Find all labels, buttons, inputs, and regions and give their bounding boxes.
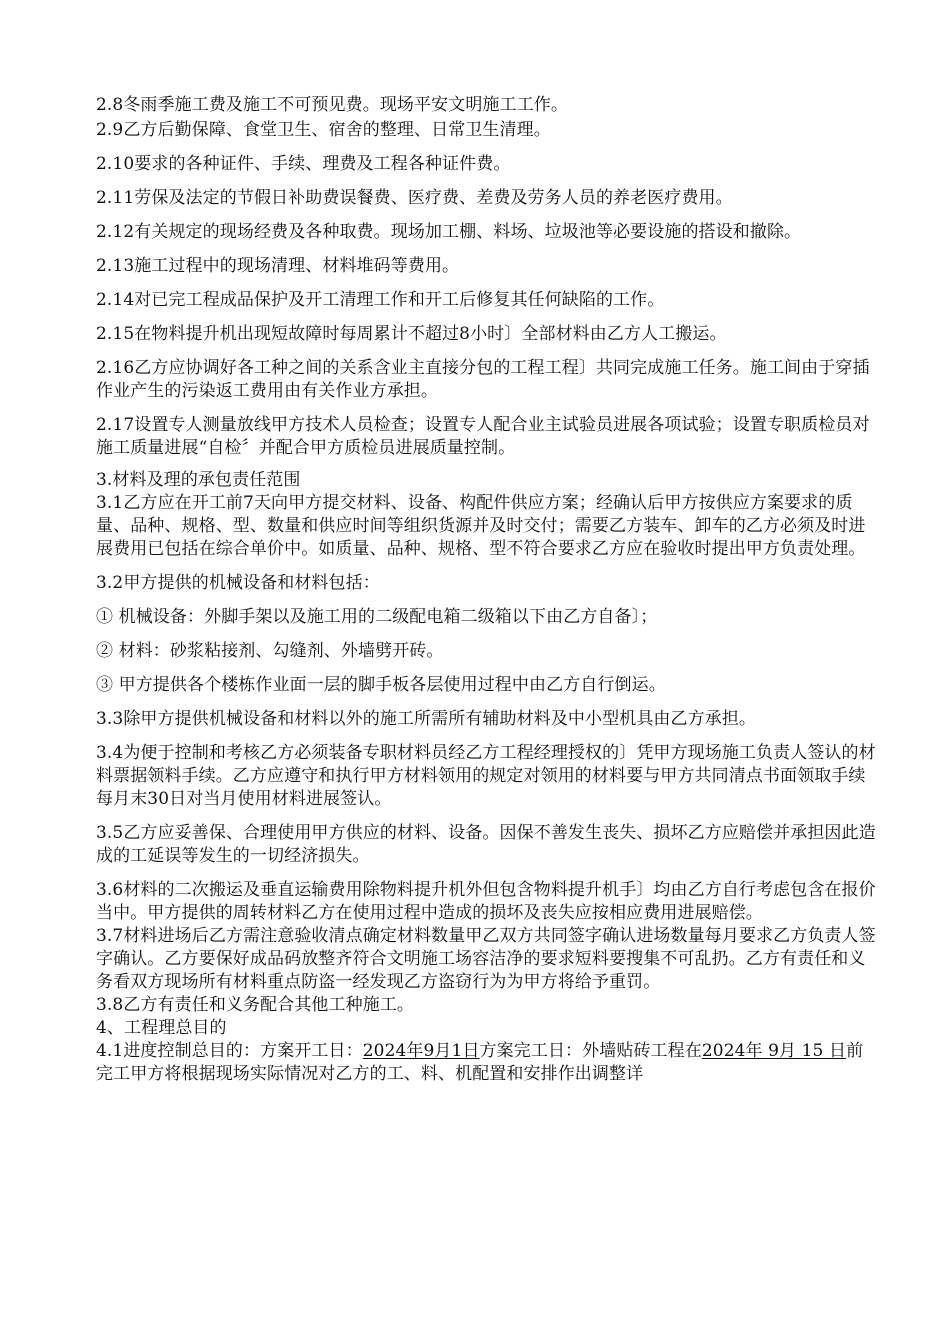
document-page — [96, 94, 876, 1086]
clause-4-1-prefix: 4.1进度控制总目的：方案开工日： — [96, 1041, 363, 1061]
clause-3-1: 3.1乙方应在开工前7天向甲方提交材料、设备、构配件供应方案；经确认后甲方按供应方案要求的质量、品种、规格、型、数量和供应时间等组织货源并及时交付；需要乙方装车、卸车的乙方必须及时进展费用已包括在综合单价中。如质量、品种、规格、型不符合要求乙方应在验收时提出甲方负责处理。 — [96, 493, 866, 559]
clause-3-8: 3.8乙方有责任和义务配合其他工种施工。 — [96, 995, 415, 1015]
clause-3-5: 3.5乙方应妥善保、合理使用甲方供应的材料、设备。因保不善发生丧失、损坏乙方应赔偿并承担因此造成的工延误等发生的一切经济损失。 — [96, 823, 876, 866]
clause-2-9: 2.9乙方后勤保障、食堂卫生、宿舍的整理、日常卫生清理。 — [96, 120, 551, 140]
clause-3-2-item-1: ① 机械设备：外脚手架以及施工用的二级配电箱二级箱以下由乙方自备〕； — [96, 607, 658, 627]
clause-3-3: 3.3除甲方提供机械设备和材料以外的施工所需所有辅助材料及中小型机具由乙方承担。 — [96, 709, 757, 729]
start-date: 2024年9月1日 — [362, 1041, 480, 1061]
clause-3-2: 3.2甲方提供的机械设备和材料包括： — [96, 573, 380, 593]
clause-2-15: 2.15在物料提升机出现短故障时每周累计不超过8小时〕全部材料由乙方人工搬运。 — [96, 324, 727, 344]
clause-2-17: 2.17设置专人测量放线甲方技术人员检查；设置专人配合业主试验员进展各项试验；设置专职质检员对施工质量进展“自检〞并配合甲方质检员进展质量控制。 — [96, 415, 870, 458]
clause-4-1-suffix: 前完工甲方将根据现场实际情况对乙方的工、料、机配置和安排作出调整详 — [96, 1041, 864, 1084]
clause-2-12: 2.12有关规定的现场经费及各种取费。现场加工棚、料场、垃圾池等必要设施的搭设和撤除。 — [96, 222, 802, 242]
clause-2-16: 2.16乙方应协调好各工种之间的关系含业主直接分包的工程工程〕共同完成施工任务。施工间由于穿插作业产生的污染返工费用由有关作业方承担。 — [96, 358, 870, 401]
clause-2-8: 2.8冬雨季施工费及施工不可预见费。现场平安文明施工工作。 — [96, 95, 568, 115]
section-4-heading: 4、工程理总目的 — [96, 1018, 227, 1038]
clause-2-11: 2.11劳保及法定的节假日补助费误餐费、医疗费、差费及劳务人员的养老医疗费用。 — [96, 188, 733, 208]
clause-2-14: 2.14对已完工程成品保护及开工清理工作和开工后修复其任何缺陷的工作。 — [96, 290, 665, 310]
clause-2-13: 2.13施工过程中的现场清理、材料堆码等费用。 — [96, 256, 460, 276]
clause-4-1 — [96, 1040, 876, 1086]
clause-3-4: 3.4为便于控制和考核乙方必须装备专职材料员经乙方工程经理授权的〕凭甲方现场施工负责人签认的材料票据领料手续。乙方应遵守和执行甲方材料领用的规定对领用的材料要与甲方共同清点书面领取手续每月末30日对当月使用材料进展签认。 — [96, 743, 876, 809]
clause-3-6: 3.6材料的二次搬运及垂直运输费用除物料提升机外但包含物料提升机手〕均由乙方自行考虑包含在报价当中。甲方提供的周转材料乙方在使用过程中造成的损坏及丧失应按相应费用进展赔偿。 — [96, 880, 876, 923]
clause-3-2-item-2: ② 材料：砂浆粘接剂、勾缝剂、外墙劈开砖。 — [96, 641, 444, 661]
clause-3-2-item-3: ③ 甲方提供各个楼栋作业面一层的脚手板各层使用过程中由乙方自行倒运。 — [96, 675, 666, 695]
clause-3-7: 3.7材料进场后乙方需注意验收清点确定材料数量甲乙双方共同签字确认进场数量每月要求乙方负责人签字确认。乙方要保好成品码放整齐符合文明施工场容洁净的要求短料要搜集不可乱扔。乙方有责任和义务看双方现场所有材料重点防盗一经发现乙方盗窃行为为甲方将给予重罚。 — [96, 926, 876, 992]
end-date: 2024年 9月 15 日 — [701, 1041, 847, 1061]
clause-4-1-middle: 方案完工日：外墙贴砖工程在 — [479, 1041, 702, 1061]
clause-2-10: 2.10要求的各种证件、手续、理费及工程各种证件费。 — [96, 154, 511, 174]
section-3-heading: 3.材料及理的承包责任范围 — [96, 470, 301, 490]
